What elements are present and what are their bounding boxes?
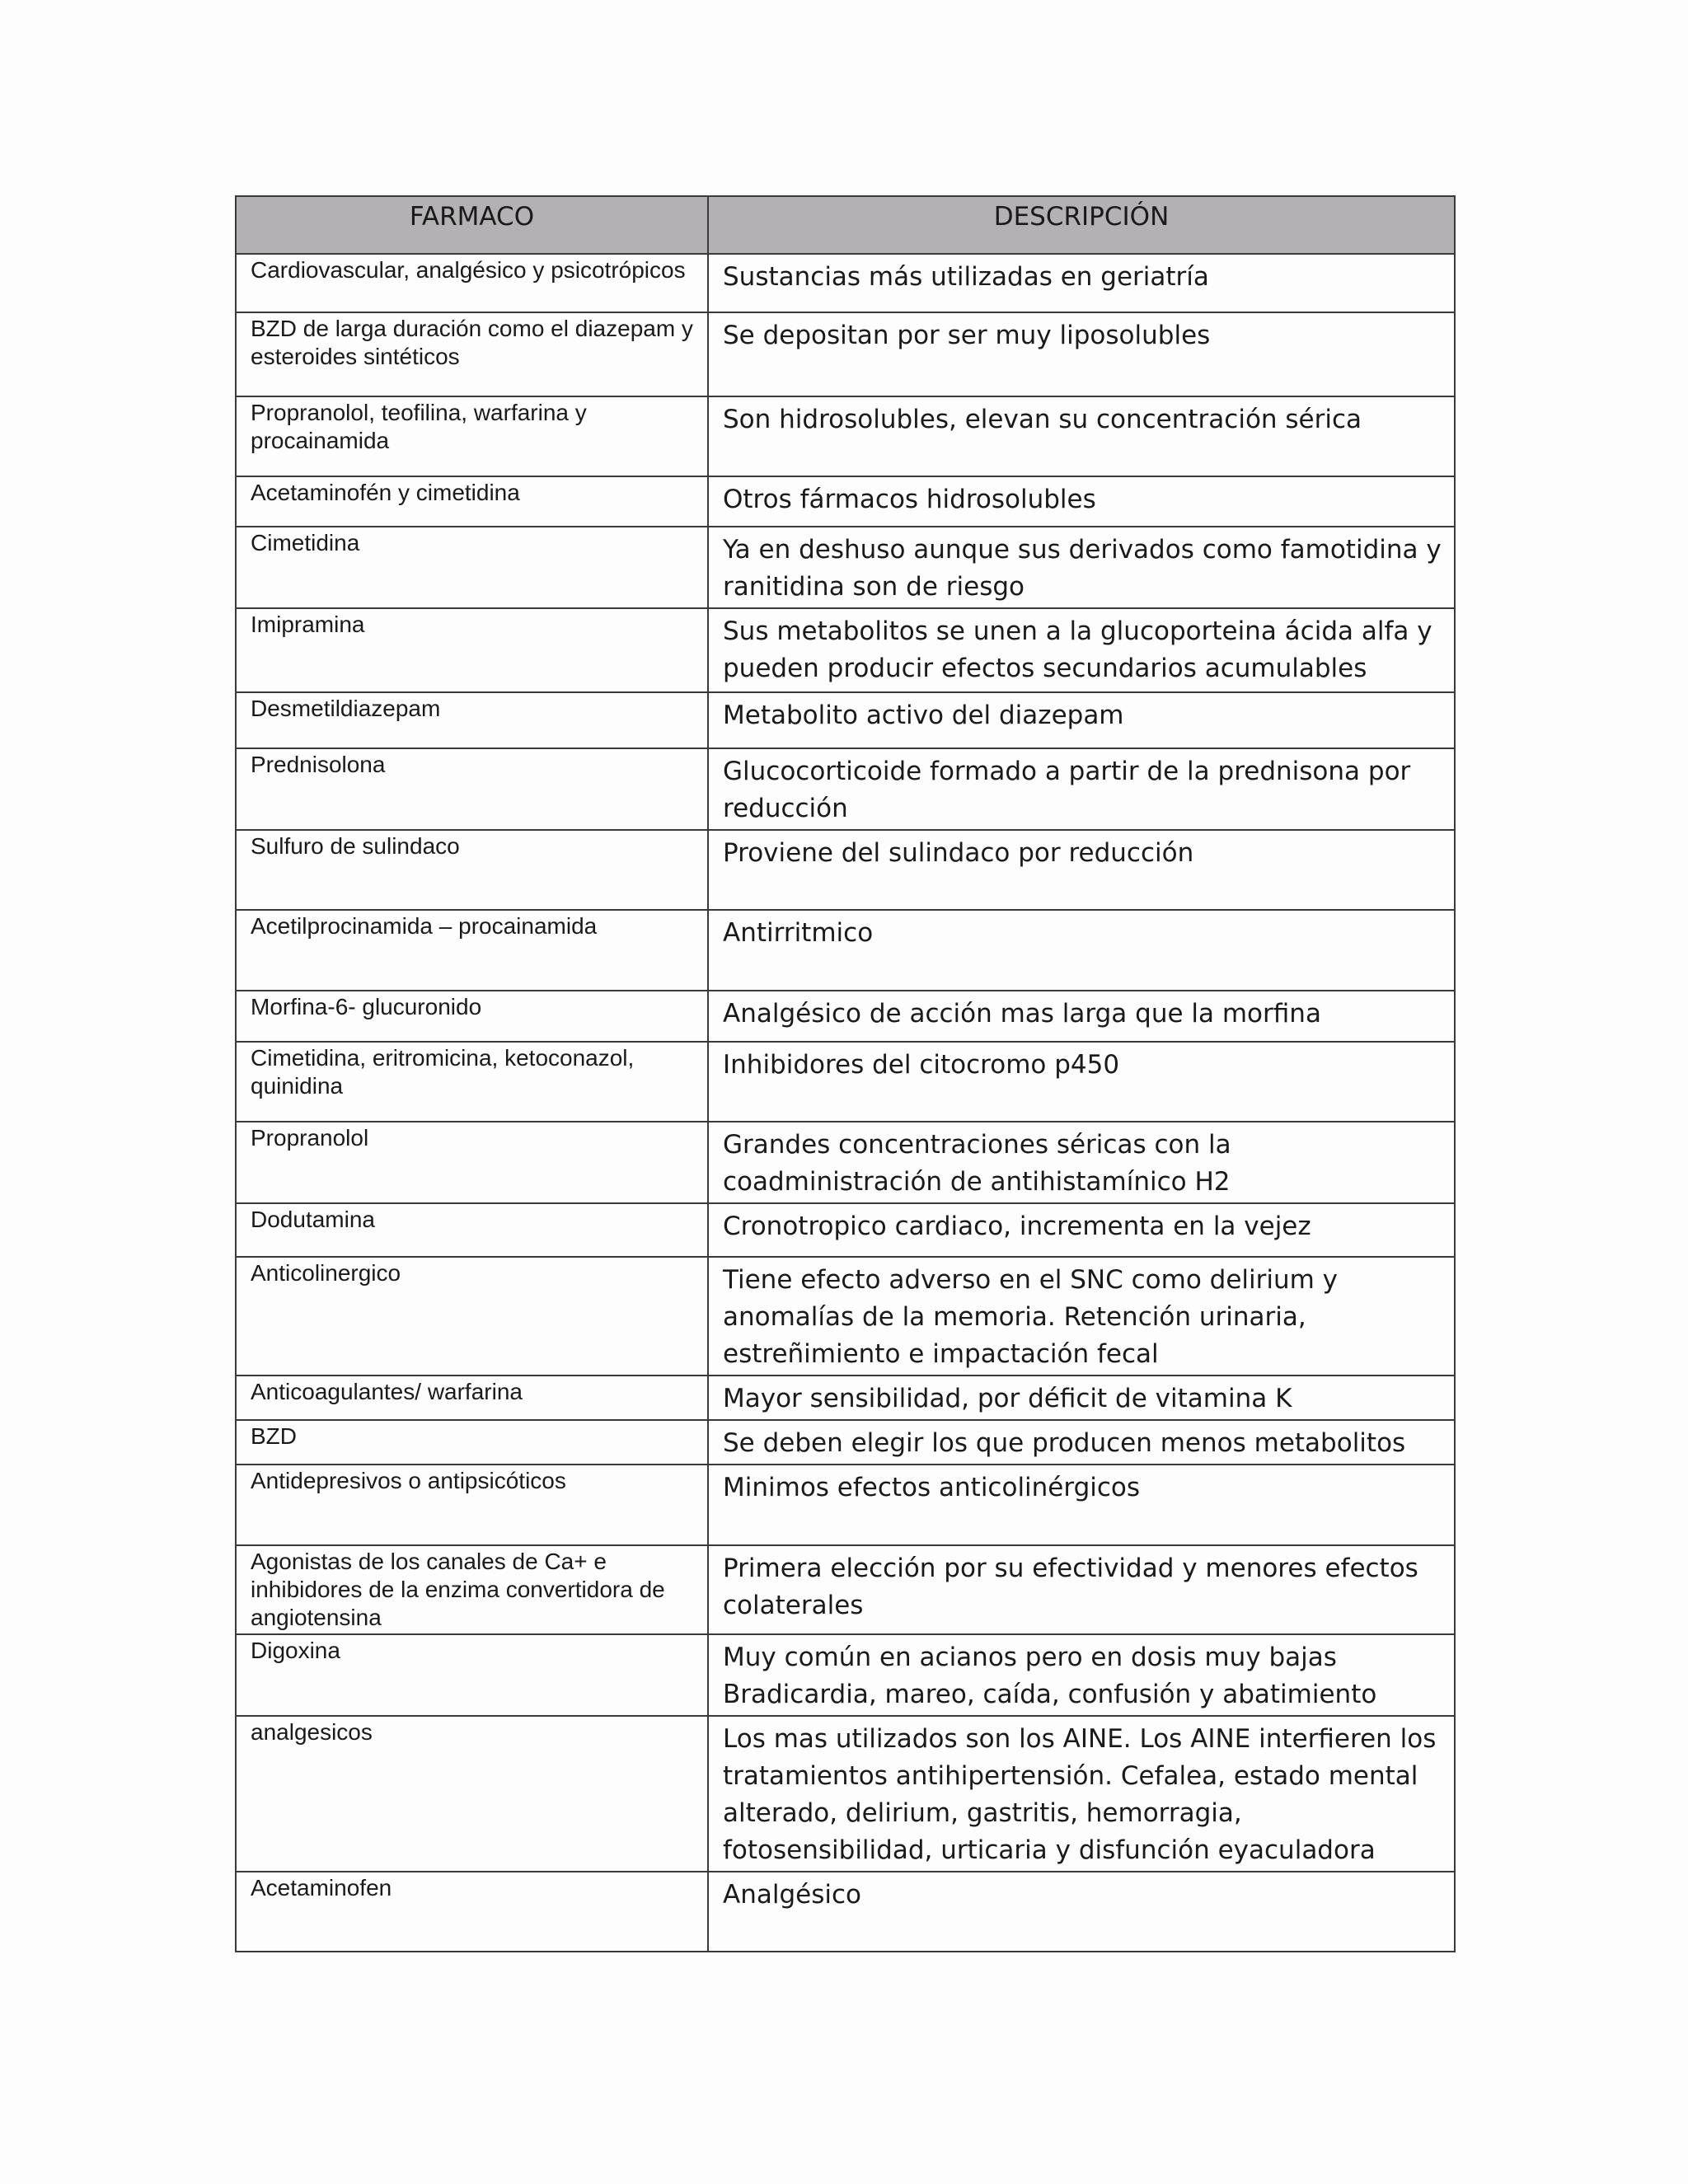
descripcion-cell: Mayor sensibilidad, por déficit de vitamina K — [708, 1376, 1455, 1420]
table-row — [236, 692, 1455, 748]
descripcion-cell: Otros fármacos hidrosolubles — [708, 476, 1455, 527]
farmaco-cell: Propranolol, teofilina, warfarina y procainamida — [236, 396, 708, 476]
farmaco-cell: Sulfuro de sulindaco — [236, 830, 708, 910]
descripcion-cell: Ya en deshuso aunque sus derivados como famotidina y ranitidina son de riesgo — [708, 527, 1455, 608]
table-row — [236, 1545, 1455, 1634]
descripcion-cell: Se depositan por ser muy liposolubles — [708, 312, 1455, 396]
farmaco-cell: Digoxina — [236, 1634, 708, 1716]
table-row — [236, 608, 1455, 692]
farmaco-cell: Cimetidina, eritromicina, ketoconazol, quinidina — [236, 1042, 708, 1122]
drug-table — [235, 195, 1456, 1952]
table-row — [236, 527, 1455, 608]
farmaco-cell: Prednisolona — [236, 748, 708, 830]
table-row — [236, 910, 1455, 991]
descripcion-cell: Muy común en acianos pero en dosis muy bajas Bradicardia, mareo, caída, confusión y abatimiento — [708, 1634, 1455, 1716]
descripcion-cell: Analgésico de acción mas larga que la morfina — [708, 991, 1455, 1042]
table-row — [236, 830, 1455, 910]
header-farmaco: FARMACO — [236, 196, 708, 254]
table-row — [236, 748, 1455, 830]
table-row — [236, 1716, 1455, 1872]
descripcion-cell: Proviene del sulindaco por reducción — [708, 830, 1455, 910]
farmaco-cell: Cardiovascular, analgésico y psicotrópicos — [236, 254, 708, 312]
table-row — [236, 396, 1455, 476]
farmaco-cell: Anticolinergico — [236, 1257, 708, 1376]
table-row — [236, 1872, 1455, 1952]
farmaco-cell: Antidepresivos o antipsicóticos — [236, 1465, 708, 1545]
table-row — [236, 1042, 1455, 1122]
table-row — [236, 1203, 1455, 1257]
farmaco-cell: Morfina-6- glucuronido — [236, 991, 708, 1042]
table-row — [236, 254, 1455, 312]
table-row — [236, 991, 1455, 1042]
farmaco-cell: Anticoagulantes/ warfarina — [236, 1376, 708, 1420]
farmaco-cell: Acetaminofen — [236, 1872, 708, 1952]
header-descripcion: DESCRIPCIÓN — [708, 196, 1455, 254]
farmaco-cell: BZD de larga duración como el diazepam y esteroides sintéticos — [236, 312, 708, 396]
descripcion-cell: Primera elección por su efectividad y menores efectos colaterales — [708, 1545, 1455, 1634]
descripcion-cell: Glucocorticoide formado a partir de la prednisona por reducción — [708, 748, 1455, 830]
descripcion-cell: Analgésico — [708, 1872, 1455, 1952]
farmaco-cell: Acetaminofén y cimetidina — [236, 476, 708, 527]
descripcion-cell: Inhibidores del citocromo p450 — [708, 1042, 1455, 1122]
descripcion-cell: Sus metabolitos se unen a la glucoporteina ácida alfa y pueden producir efectos secundarios acumulables — [708, 608, 1455, 692]
table-row — [236, 312, 1455, 396]
descripcion-cell: Se deben elegir los que producen menos metabolitos — [708, 1420, 1455, 1465]
farmaco-cell: Propranolol — [236, 1122, 708, 1203]
farmaco-cell: Cimetidina — [236, 527, 708, 608]
farmaco-cell: BZD — [236, 1420, 708, 1465]
table-row — [236, 1257, 1455, 1376]
table-header-row — [236, 196, 1455, 254]
descripcion-cell: Antirritmico — [708, 910, 1455, 991]
farmaco-cell: Agonistas de los canales de Ca+ e inhibidores de la enzima convertidora de angiotensina — [236, 1545, 708, 1634]
descripcion-cell: Grandes concentraciones séricas con la coadministración de antihistamínico H2 — [708, 1122, 1455, 1203]
descripcion-cell: Tiene efecto adverso en el SNC como delirium y anomalías de la memoria. Retención urinaria, estreñimiento e impactación fecal — [708, 1257, 1455, 1376]
descripcion-cell: Minimos efectos anticolinérgicos — [708, 1465, 1455, 1545]
table-row — [236, 1376, 1455, 1420]
descripcion-cell: Sustancias más utilizadas en geriatría — [708, 254, 1455, 312]
table-row — [236, 1465, 1455, 1545]
farmaco-cell: Acetilprocinamida – procainamida — [236, 910, 708, 991]
table-row — [236, 1420, 1455, 1465]
farmaco-cell: analgesicos — [236, 1716, 708, 1872]
farmaco-cell: Desmetildiazepam — [236, 692, 708, 748]
descripcion-cell: Los mas utilizados son los AINE. Los AINE interfieren los tratamientos antihipertensión. Cefalea, estado mental alterado, delirium, gastritis, hemorragia, fotosensibilidad, urticaria y disfunción eyaculadora — [708, 1716, 1455, 1872]
descripcion-cell: Cronotropico cardiaco, incrementa en la vejez — [708, 1203, 1455, 1257]
table-row — [236, 1122, 1455, 1203]
table-row — [236, 476, 1455, 527]
table-row — [236, 1634, 1455, 1716]
farmaco-cell: Imipramina — [236, 608, 708, 692]
farmaco-cell: Dodutamina — [236, 1203, 708, 1257]
descripcion-cell: Metabolito activo del diazepam — [708, 692, 1455, 748]
descripcion-cell: Son hidrosolubles, elevan su concentración sérica — [708, 396, 1455, 476]
